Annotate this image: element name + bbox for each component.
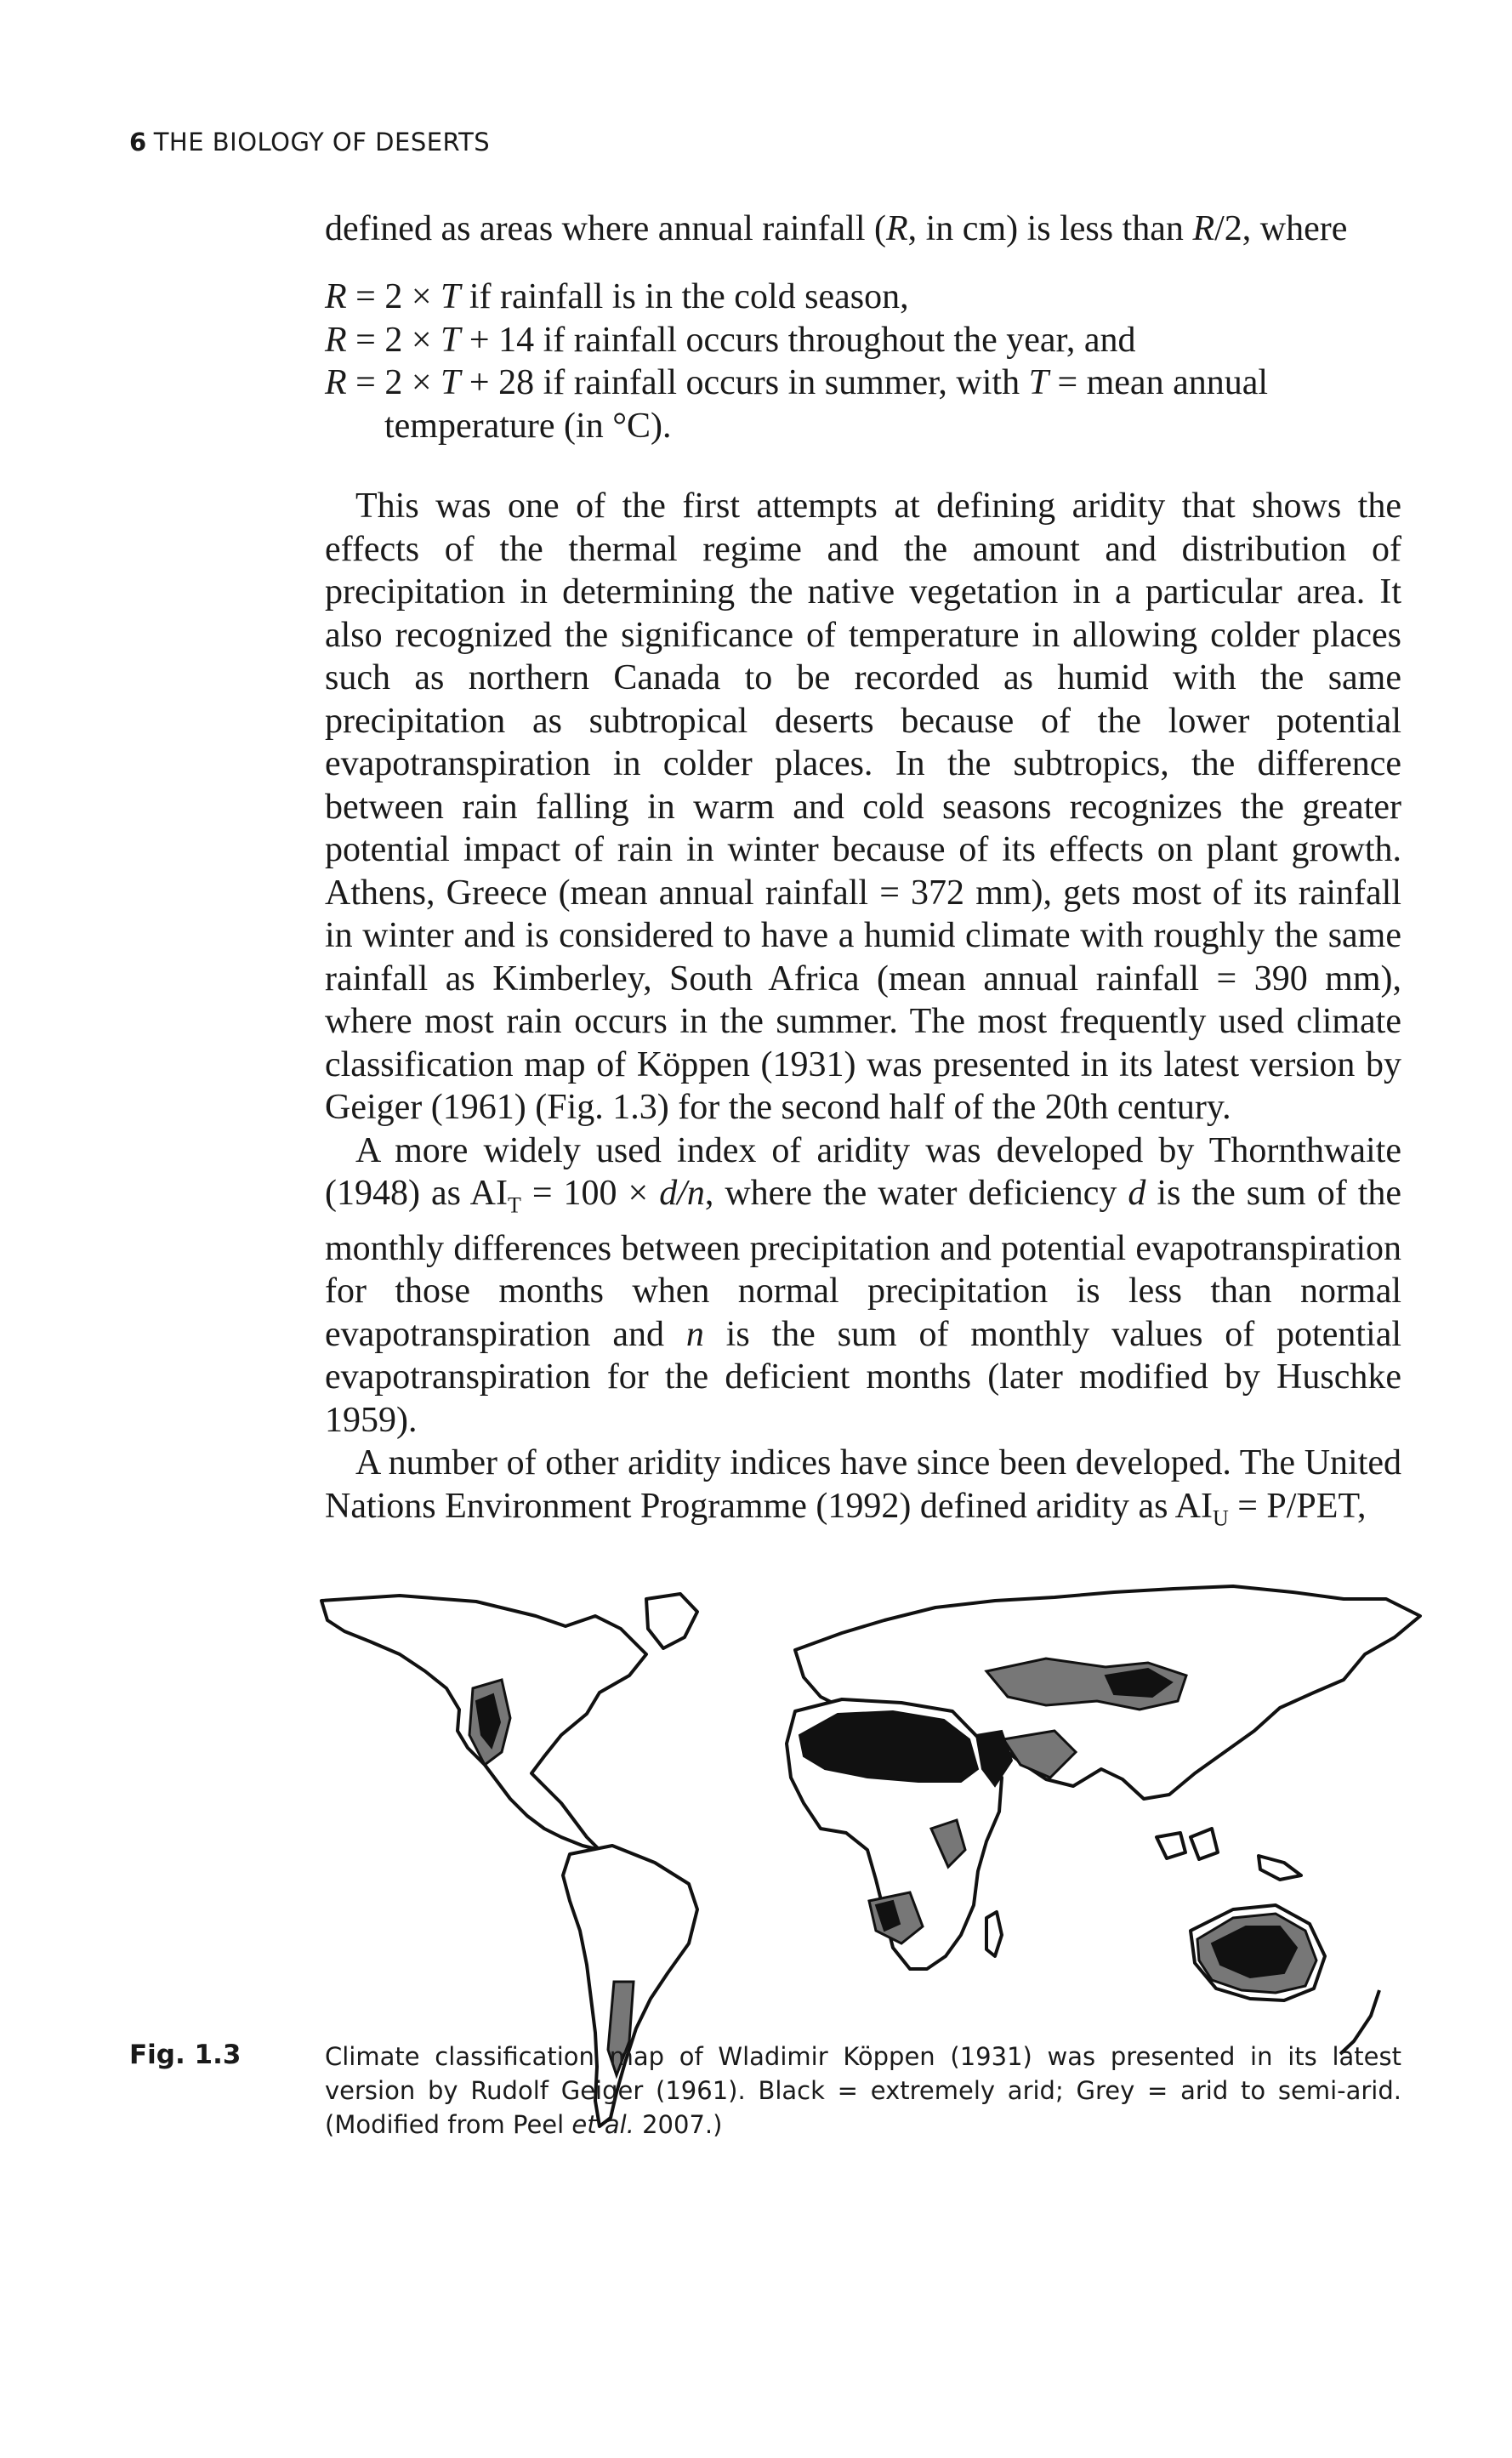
paragraph-text: is the sum of the monthly differences between precipitation and potential evapotranspiration for those months when normal precipitation is less than normal evapotranspiration and: [325, 1174, 1402, 1354]
paragraph-text: = 100 ×: [520, 1174, 660, 1213]
equation-line: [325, 361, 1401, 405]
new-guinea-outline: [1259, 1856, 1301, 1880]
figure-label: Fig. 1.3: [129, 2040, 242, 2070]
equation-operator: = 2 ×: [346, 363, 441, 402]
variable-t: T: [441, 320, 461, 360]
caption-text: Climate classification map of Wladimir Köppen (1931) was presented in its latest version by Rudolf Geiger (1961). Black = extremely arid; Grey = arid to semi-arid. (Modified from Peel: [325, 2042, 1401, 2139]
paragraph-text: , where the water deficiency: [704, 1174, 1128, 1213]
equation-condition: + 14 if rainfall occurs throughout the year, and: [460, 320, 1136, 360]
equation-condition: = mean annual: [1048, 363, 1269, 402]
figure-caption: [325, 2040, 1401, 2142]
variable-r: R: [885, 209, 908, 248]
variable-d: d: [1128, 1174, 1146, 1213]
paragraph-text: = P/PET,: [1228, 1486, 1367, 1526]
world-aridity-map: [306, 1565, 1446, 2458]
indonesia-outline: [1157, 1833, 1185, 1858]
equation-condition: if rainfall is in the cold season,: [460, 277, 909, 316]
greenland-outline: [646, 1594, 697, 1648]
intro-line: [325, 208, 1401, 251]
paragraph-text: A number of other aridity indices have since been developed. The United Nations Environment Programme (1992) defined aridity as AI: [325, 1443, 1401, 1526]
equation-operator: = 2 ×: [346, 277, 441, 316]
variable-t: T: [441, 277, 461, 316]
indonesia-outline: [1191, 1829, 1218, 1859]
madagascar-outline: [986, 1912, 1002, 1956]
caption-text: 2007.): [634, 2110, 723, 2139]
equation-condition: + 28 if rainfall occurs in summer, with: [460, 363, 1029, 402]
variable-dn: d/n: [659, 1174, 705, 1213]
body-paragraphs: [325, 485, 1401, 1540]
intro-text: /2, where: [1214, 209, 1348, 248]
variable-t: T: [441, 363, 461, 402]
paragraph-thornthwaite: [325, 1129, 1401, 1442]
equation-line: [325, 276, 1401, 319]
equation-line: [325, 319, 1401, 362]
intro-text: defined as areas where annual rainfall (: [325, 209, 886, 248]
variable-r: R: [325, 363, 347, 402]
equation-continuation: temperature (in °C).: [384, 406, 672, 446]
subscript: T: [507, 1192, 521, 1218]
running-header: [129, 128, 490, 156]
variable-r: R: [1192, 209, 1215, 248]
paragraph-koppen: This was one of the first attempts at defining aridity that shows the effects of the thermal regime and the amount and distribution of precipitation in determining the native vegetation in a particular area. It also recognized the significance of temperature in allowing colder places such as northern Canada to be recorded as humid with the same precipitation as subtropical deserts because of the lower potential evapotranspiration in colder places. In the subtropics, the difference between rain falling in warm and cold seasons recognizes the greater potential impact of rain in winter because of its effects on plant growth. Athens, Greece (mean annual rainfall = 372 mm), gets most of its rainfall in winter and is considered to have a humid climate with roughly the same rainfall as Kimberley, South Africa (mean annual rainfall = 390 mm), where most rain occurs in the summer. The most frequently used climate classification map of Köppen (1931) was presented in its latest version by Geiger (1961) (Fig. 1.3) for the second half of the 20th century.: [325, 486, 1401, 1127]
variable-n: n: [685, 1314, 704, 1354]
variable-t: T: [1028, 363, 1049, 402]
subscript: U: [1212, 1505, 1229, 1531]
paragraph-text: A more widely used index of aridity was developed by Thornthwaite (1948) as AI: [325, 1130, 1401, 1213]
running-title: THE BIOLOGY OF DESERTS: [153, 128, 491, 156]
paragraph-unep: [325, 1442, 1401, 1539]
page-number: 6: [129, 128, 147, 156]
variable-r: R: [325, 320, 347, 360]
intro-text: , in cm) is less than: [907, 209, 1193, 248]
variable-r: R: [325, 277, 347, 316]
equation-operator: = 2 ×: [346, 320, 441, 360]
paragraph-text: is the sum of monthly values of potential evapotranspiration for the deficient months (later modified by Huschke 1959).: [325, 1314, 1402, 1440]
equation-block: [325, 276, 1401, 447]
caption-et-al: et al.: [571, 2110, 634, 2139]
